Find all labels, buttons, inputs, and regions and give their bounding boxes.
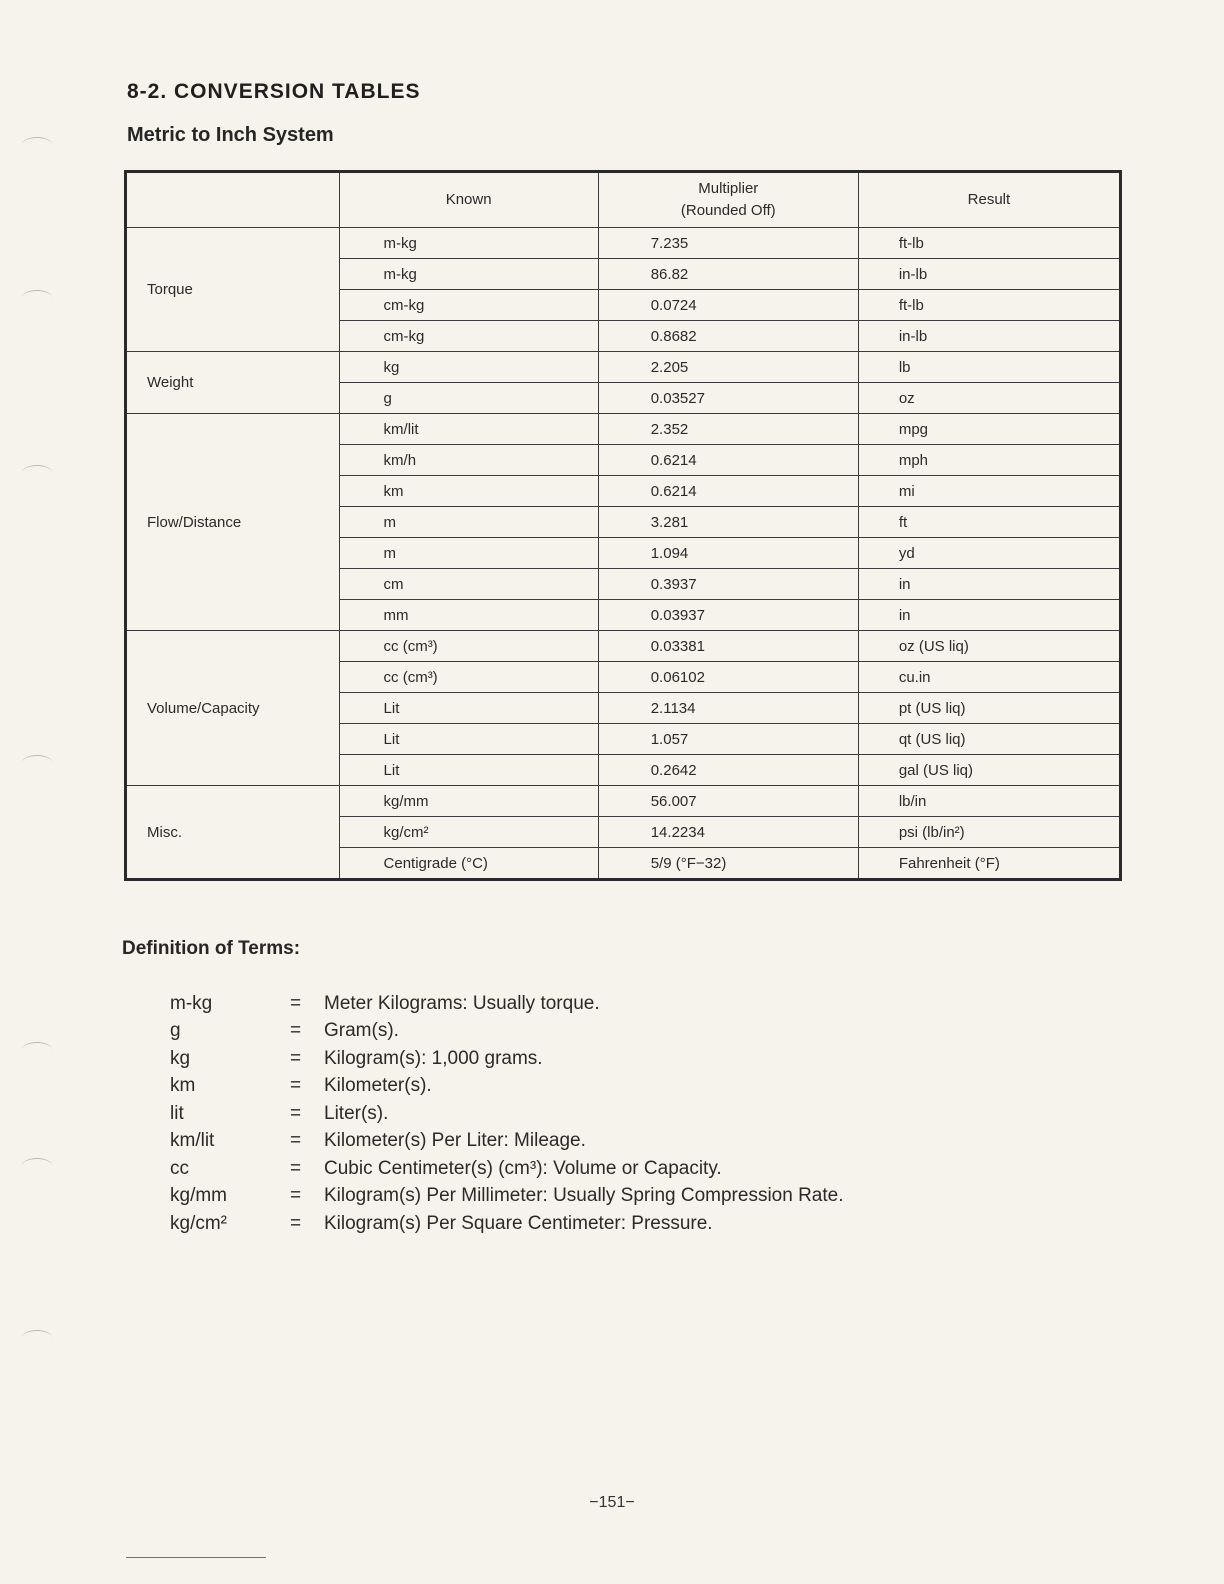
multiplier-cell: 0.06102 bbox=[598, 662, 858, 693]
multiplier-cell: 5/9 (°F−32) bbox=[598, 848, 858, 880]
known-cell: cm-kg bbox=[339, 321, 598, 352]
definition-equals: = bbox=[290, 1047, 302, 1069]
definition-equals: = bbox=[290, 1102, 302, 1124]
definition-equals: = bbox=[290, 1212, 302, 1234]
multiplier-cell: 86.82 bbox=[598, 259, 858, 290]
multiplier-cell: 3.281 bbox=[598, 507, 858, 538]
result-cell: psi (lb/in²) bbox=[858, 817, 1120, 848]
known-cell: km/h bbox=[339, 445, 598, 476]
known-cell: Centigrade (°C) bbox=[339, 848, 598, 880]
definition-equals: = bbox=[290, 1157, 302, 1179]
definition-equals: = bbox=[290, 1185, 302, 1207]
multiplier-cell: 2.1134 bbox=[598, 693, 858, 724]
conversion-table bbox=[124, 170, 1122, 881]
definition-row bbox=[170, 1018, 844, 1046]
definition-text: Meter Kilograms: Usually torque. bbox=[324, 992, 600, 1014]
result-cell: qt (US liq) bbox=[858, 724, 1120, 755]
result-cell: gal (US liq) bbox=[858, 755, 1120, 786]
header-category bbox=[126, 172, 340, 228]
category-cell: Torque bbox=[126, 228, 340, 352]
definition-equals: = bbox=[290, 1130, 302, 1152]
category-cell: Misc. bbox=[126, 786, 340, 880]
result-cell: mi bbox=[858, 476, 1120, 507]
definition-equals: = bbox=[290, 1020, 302, 1042]
result-cell: ft bbox=[858, 507, 1120, 538]
known-cell: Lit bbox=[339, 724, 598, 755]
multiplier-cell: 0.8682 bbox=[598, 321, 858, 352]
multiplier-cell: 56.007 bbox=[598, 786, 858, 817]
definition-term: cc bbox=[170, 1157, 189, 1179]
punch-hole-mark bbox=[22, 755, 52, 770]
definition-text: Kilometer(s). bbox=[324, 1075, 432, 1097]
header-multiplier bbox=[598, 172, 858, 228]
table-row bbox=[126, 631, 1121, 662]
definition-text: Kilogram(s): 1,000 grams. bbox=[324, 1047, 543, 1069]
definition-text: Kilometer(s) Per Liter: Mileage. bbox=[324, 1130, 586, 1152]
result-cell: pt (US liq) bbox=[858, 693, 1120, 724]
result-cell: in-lb bbox=[858, 321, 1120, 352]
known-cell: cm bbox=[339, 569, 598, 600]
table-body bbox=[126, 228, 1121, 880]
multiplier-cell: 0.03527 bbox=[598, 383, 858, 414]
section-title: 8-2. CONVERSION TABLES bbox=[127, 80, 421, 103]
definitions-list bbox=[170, 990, 844, 1238]
definition-term: lit bbox=[170, 1102, 184, 1124]
definition-text: Kilogram(s) Per Square Centimeter: Pressure. bbox=[324, 1212, 713, 1234]
multiplier-cell: 0.6214 bbox=[598, 476, 858, 507]
multiplier-cell: 0.0724 bbox=[598, 290, 858, 321]
known-cell: kg/mm bbox=[339, 786, 598, 817]
known-cell: cc (cm³) bbox=[339, 631, 598, 662]
definition-text: Gram(s). bbox=[324, 1020, 399, 1042]
known-cell: cm-kg bbox=[339, 290, 598, 321]
known-cell: m bbox=[339, 507, 598, 538]
result-cell: yd bbox=[858, 538, 1120, 569]
punch-hole-mark bbox=[22, 1330, 52, 1345]
definition-text: Liter(s). bbox=[324, 1102, 389, 1124]
known-cell: kg/cm² bbox=[339, 817, 598, 848]
definition-term: g bbox=[170, 1020, 181, 1042]
definition-row bbox=[170, 990, 844, 1018]
result-cell: mpg bbox=[858, 414, 1120, 445]
definition-equals: = bbox=[290, 1075, 302, 1097]
multiplier-cell: 14.2234 bbox=[598, 817, 858, 848]
definition-row bbox=[170, 1100, 844, 1128]
definition-row bbox=[170, 1128, 844, 1156]
known-cell: Lit bbox=[339, 755, 598, 786]
known-cell: g bbox=[339, 383, 598, 414]
known-cell: km bbox=[339, 476, 598, 507]
multiplier-cell: 2.205 bbox=[598, 352, 858, 383]
result-cell: lb bbox=[858, 352, 1120, 383]
result-cell: in-lb bbox=[858, 259, 1120, 290]
result-cell: mph bbox=[858, 445, 1120, 476]
definition-term: kg bbox=[170, 1047, 191, 1069]
result-cell: ft-lb bbox=[858, 290, 1120, 321]
multiplier-cell: 0.03381 bbox=[598, 631, 858, 662]
punch-hole-mark bbox=[22, 465, 52, 480]
definition-term: kg/cm² bbox=[170, 1212, 227, 1234]
definition-equals: = bbox=[290, 992, 302, 1014]
known-cell: km/lit bbox=[339, 414, 598, 445]
header-multiplier-line2: (Rounded Off) bbox=[680, 202, 776, 219]
definition-row bbox=[170, 1155, 844, 1183]
category-cell: Weight bbox=[126, 352, 340, 414]
punch-hole-mark bbox=[22, 137, 52, 152]
definitions-title: Definition of Terms: bbox=[122, 938, 301, 959]
table-header-row bbox=[126, 172, 1121, 228]
definition-row bbox=[170, 1045, 844, 1073]
result-cell: in bbox=[858, 600, 1120, 631]
result-cell: cu.in bbox=[858, 662, 1120, 693]
multiplier-cell: 1.057 bbox=[598, 724, 858, 755]
result-cell: Fahrenheit (°F) bbox=[858, 848, 1120, 880]
definition-row bbox=[170, 1210, 844, 1238]
known-cell: mm bbox=[339, 600, 598, 631]
definition-term: km/lit bbox=[170, 1130, 215, 1152]
punch-hole-mark bbox=[22, 1042, 52, 1057]
table-subtitle: Metric to Inch System bbox=[127, 124, 334, 146]
header-known: Known bbox=[339, 172, 598, 228]
multiplier-cell: 0.6214 bbox=[598, 445, 858, 476]
punch-hole-mark bbox=[22, 290, 52, 305]
definition-term: m-kg bbox=[170, 992, 213, 1014]
multiplier-cell: 1.094 bbox=[598, 538, 858, 569]
table-row bbox=[126, 228, 1121, 259]
header-result: Result bbox=[858, 172, 1120, 228]
result-cell: ft-lb bbox=[858, 228, 1120, 259]
multiplier-cell: 0.03937 bbox=[598, 600, 858, 631]
result-cell: in bbox=[858, 569, 1120, 600]
table-row bbox=[126, 352, 1121, 383]
result-cell: oz (US liq) bbox=[858, 631, 1120, 662]
definition-text: Cubic Centimeter(s) (cm³): Volume or Capacity. bbox=[324, 1157, 722, 1179]
punch-hole-mark bbox=[22, 1158, 52, 1173]
result-cell: oz bbox=[858, 383, 1120, 414]
multiplier-cell: 0.2642 bbox=[598, 755, 858, 786]
definition-term: kg/mm bbox=[170, 1185, 227, 1207]
definition-row bbox=[170, 1073, 844, 1101]
result-cell: lb/in bbox=[858, 786, 1120, 817]
table-row bbox=[126, 414, 1121, 445]
known-cell: kg bbox=[339, 352, 598, 383]
known-cell: cc (cm³) bbox=[339, 662, 598, 693]
multiplier-cell: 0.3937 bbox=[598, 569, 858, 600]
category-cell: Volume/Capacity bbox=[126, 631, 340, 786]
definition-term: km bbox=[170, 1075, 196, 1097]
known-cell: m-kg bbox=[339, 228, 598, 259]
multiplier-cell: 7.235 bbox=[598, 228, 858, 259]
bottom-rule bbox=[126, 1557, 266, 1558]
definition-text: Kilogram(s) Per Millimeter: Usually Spring Compression Rate. bbox=[324, 1185, 844, 1207]
category-cell: Flow/Distance bbox=[126, 414, 340, 631]
known-cell: m-kg bbox=[339, 259, 598, 290]
header-multiplier-line1: Multiplier bbox=[698, 180, 759, 197]
multiplier-cell: 2.352 bbox=[598, 414, 858, 445]
definition-row bbox=[170, 1183, 844, 1211]
table-row bbox=[126, 786, 1121, 817]
page-number: −151− bbox=[589, 1494, 635, 1511]
known-cell: Lit bbox=[339, 693, 598, 724]
known-cell: m bbox=[339, 538, 598, 569]
